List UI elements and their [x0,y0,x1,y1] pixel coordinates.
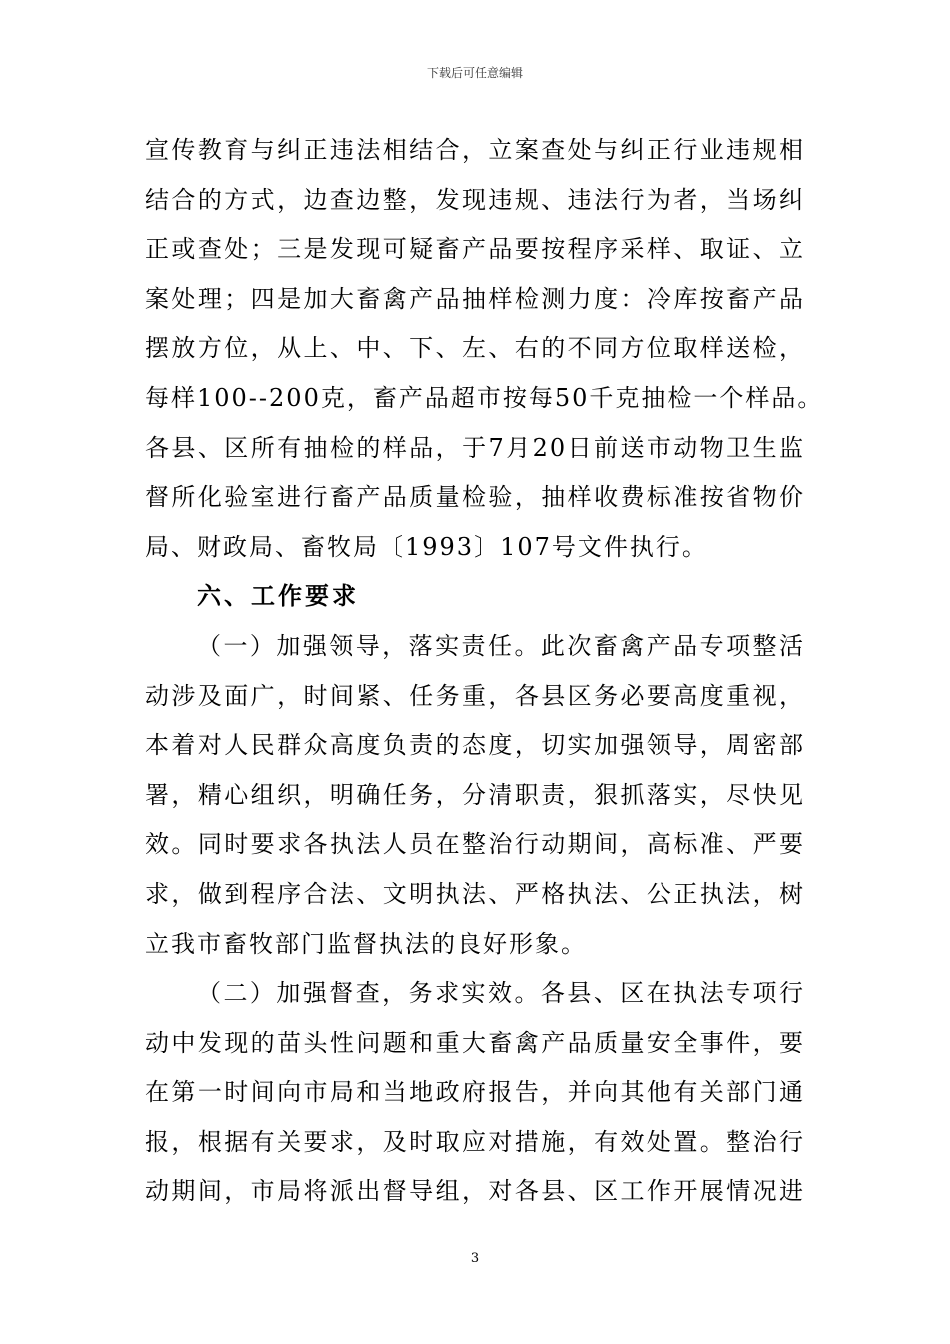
page-header: 下载后可任意编辑 [426,66,523,80]
text-line-paragraph-end: 局、财政局、畜牧局〔1993〕107号文件执行。 [145,532,708,561]
text-line: 每样100--200克，畜产品超市按每50千克抽检一个样品。 [145,383,824,412]
text-line: 效。同时要求各执法人员在整治行动期间，高标准、严要 [145,830,805,859]
text-line: 正或查处；三是发现可疑畜产品要按程序采样、取证、立 [145,235,805,264]
text-line: 在第一时间向市局和当地政府报告，并向其他有关部门通 [145,1078,805,1107]
text-line: 各县、区所有抽检的样品，于7月20日前送市动物卫生监 [145,433,805,462]
document-body [145,126,824,1217]
paragraph-first-line: （一）加强领导，落实责任。此次畜禽产品专项整活 [197,631,805,660]
text-line: 案处理；四是加大畜禽产品抽样检测力度：冷库按畜产品 [145,284,805,313]
text-line: 动涉及面广，时间紧、任务重，各县区务必要高度重视， [145,681,805,710]
text-line: 动期间，市局将派出督导组，对各县、区工作开展情况进 [145,1177,805,1206]
text-line-paragraph-end: 立我市畜牧部门监督执法的良好形象。 [145,929,587,958]
section-heading: 六、工作要求 [197,582,359,611]
text-line: 摆放方位，从上、中、下、左、右的不同方位取样送检， [145,334,805,363]
text-line: 求，做到程序合法、文明执法、严格执法、公正执法，树 [145,879,805,908]
text-line: 动中发现的苗头性问题和重大畜禽产品质量安全事件，要 [145,1028,805,1057]
paragraph-first-line: （二）加强督查，务求实效。各县、区在执法专项行 [197,979,805,1008]
text-line: 报，根据有关要求，及时取应对措施，有效处置。整治行 [145,1127,805,1156]
text-line: 督所化验室进行畜产品质量检验，抽样收费标准按省物价 [145,483,805,512]
text-line: 宣传教育与纠正违法相结合，立案查处与纠正行业违规相 [145,136,805,164]
text-line: 署，精心组织，明确任务，分清职责，狠抓落实，尽快见 [145,780,805,809]
text-line: 本着对人民群众高度负责的态度，切实加强领导，周密部 [145,731,805,760]
page-number: 3 [470,1251,480,1266]
text-line: 结合的方式，边查边整，发现违规、违法行为者，当场纠 [145,185,805,214]
